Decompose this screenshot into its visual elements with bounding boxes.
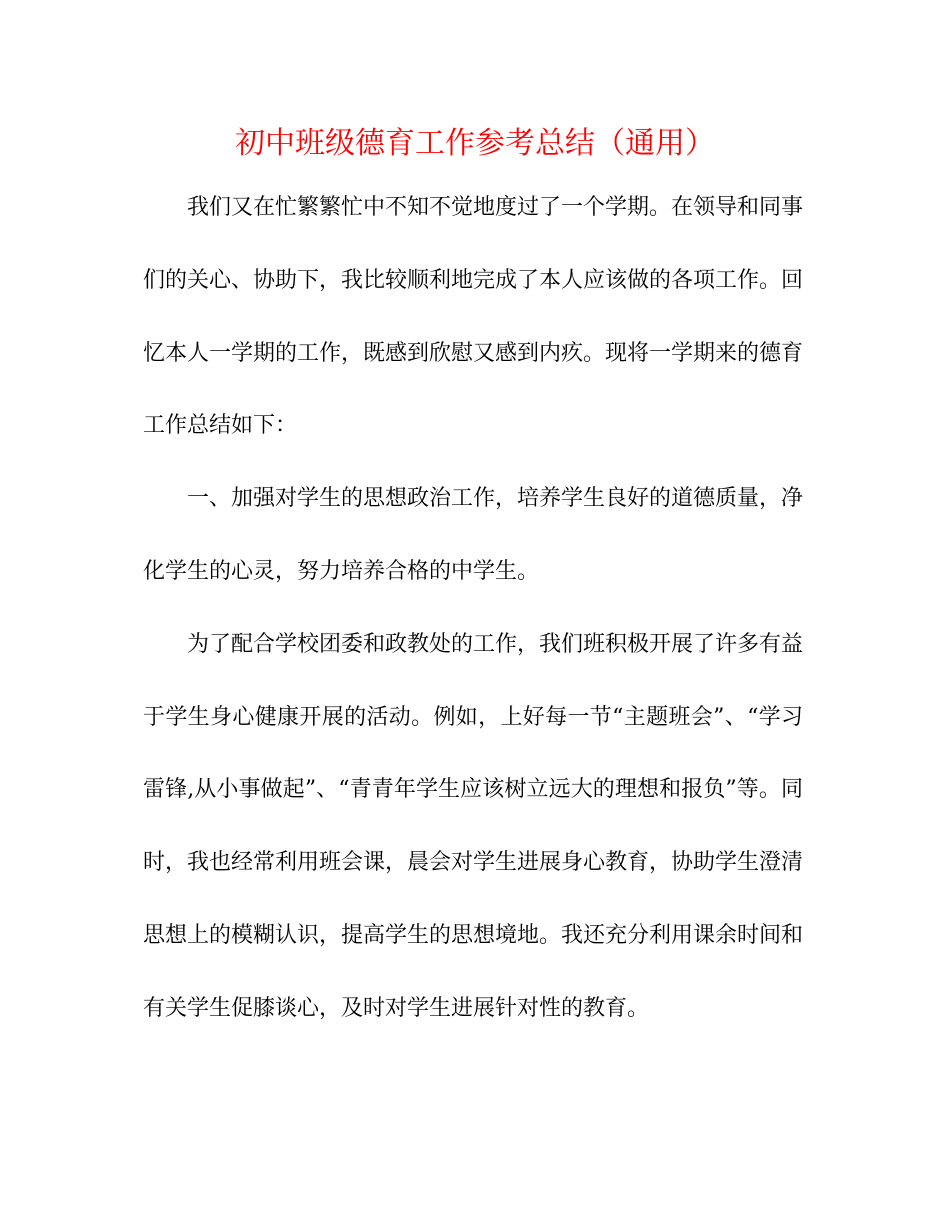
paragraph-activities: 为了配合学校团委和政教处的工作，我们班积极开展了许多有益于学生身心健康开展的活动。例如，上好每一节“主题班会”、“学习雷锋,从小事做起”、“青青年学生应该树立远大的理想和报负”等。同时，我也经常利用班会课，晨会对学生进展身心教育，协助学生澄清思想上的模糊认识，提高学生的思想境地。我还充分利用课余时间和有关学生促膝谈心，及时对学生进展针对性的教育。 [143,631,804,1021]
document-body [143,172,803,1046]
document-title: 初中班级德育工作参考总结（通用） [235,126,715,161]
paragraph-section-one-heading: 一、加强对学生的思想政治工作，培养学生良好的道德质量，净化学生的心灵，努力培养合格的中学生。 [143,486,804,584]
paragraph-intro: 我们又在忙繁繁忙中不知不觉地度过了一个学期。在领导和同事们的关心、协助下，我比较顺利地完成了本人应该做的各项工作。回忆本人一学期的工作，既感到欣慰又感到内疚。现将一学期来的德育工作总结如下： [143,195,804,439]
